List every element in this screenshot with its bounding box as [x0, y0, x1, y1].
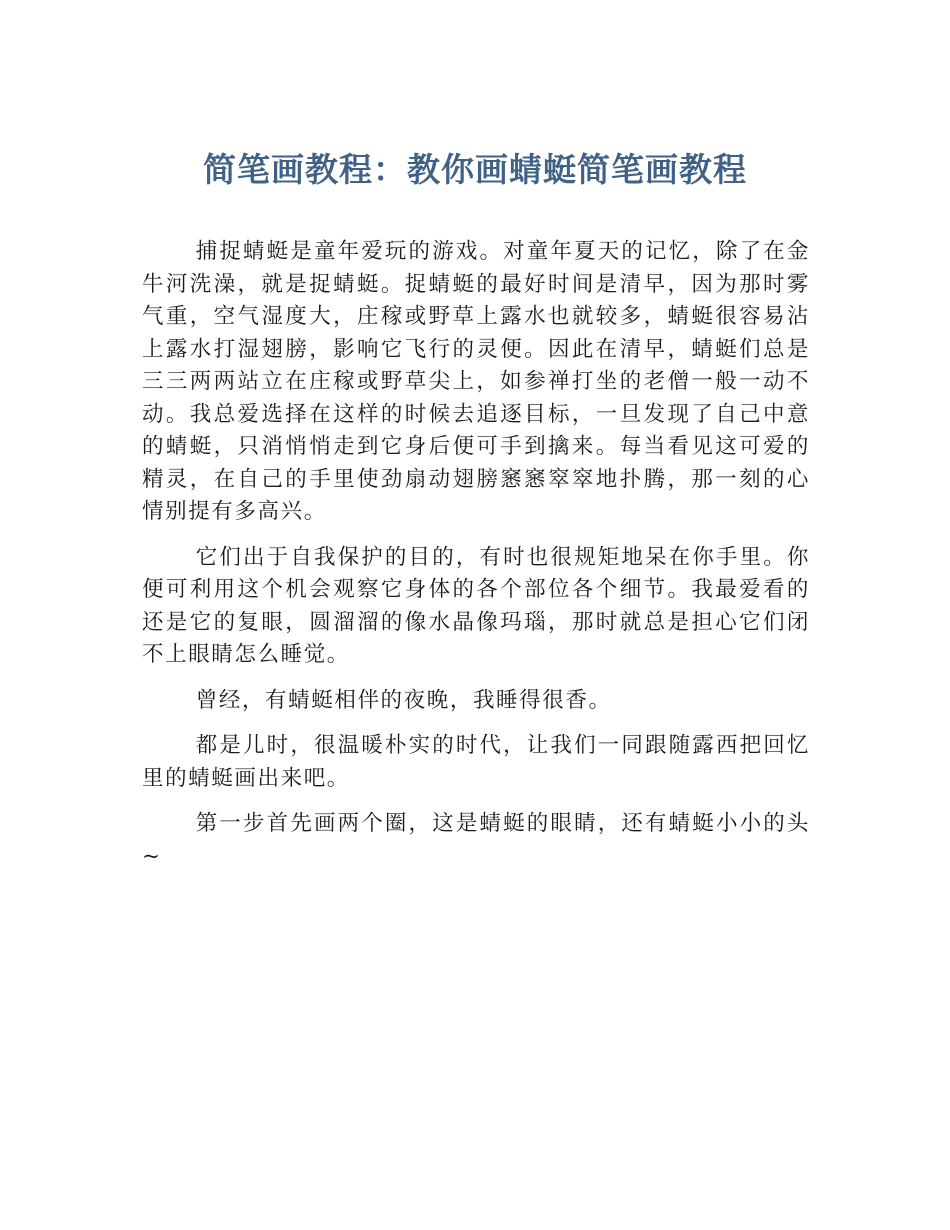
paragraph-3: 曾经，有蜻蜓相伴的夜晚，我睡得很香。	[195, 687, 612, 713]
paragraph-5: 第一步首先画两个圈，这是蜻蜓的眼睛，还有蜻蜓小小的头~	[142, 811, 810, 869]
paragraph-2: 它们出于自我保护的目的，有时也很规矩地呆在你手里。你便可利用这个机会观察它身体的各个部位各个细节。我最爱看的还是它的复眼，圆溜溜的像水晶像玛瑙，那时就总是担心它们闭不上眼睛怎么睡觉。	[142, 544, 810, 667]
paragraph-4: 都是儿时，很温暖朴实的时代，让我们一同跟随露西把回忆里的蜻蜓画出来吧。	[142, 733, 810, 791]
page-title: 简笔画教程：教你画蜻蜓简笔画教程	[203, 150, 747, 189]
article-body	[142, 236, 810, 886]
paragraph-1: 捕捉蜻蜓是童年爱玩的游戏。对童年夏天的记忆，除了在金牛河洗澡，就是捉蜻蜓。捉蜻蜓的最好时间是清早，因为那时雾气重，空气湿度大，庄稼或野草上露水也就较多，蜻蜓很容易沾上露水打湿翅膀，影响它飞行的灵便。因此在清早，蜻蜓们总是三三两两站立在庄稼或野草尖上，如参禅打坐的老僧一般一动不动。我总爱选择在这样的时候去追逐目标，一旦发现了自己中意的蜻蜓，只消悄悄走到它身后便可手到擒来。每当看见这可爱的精灵，在自己的手里使劲扇动翅膀窸窸窣窣地扑腾，那一刻的心情别提有多高兴。	[142, 239, 810, 524]
